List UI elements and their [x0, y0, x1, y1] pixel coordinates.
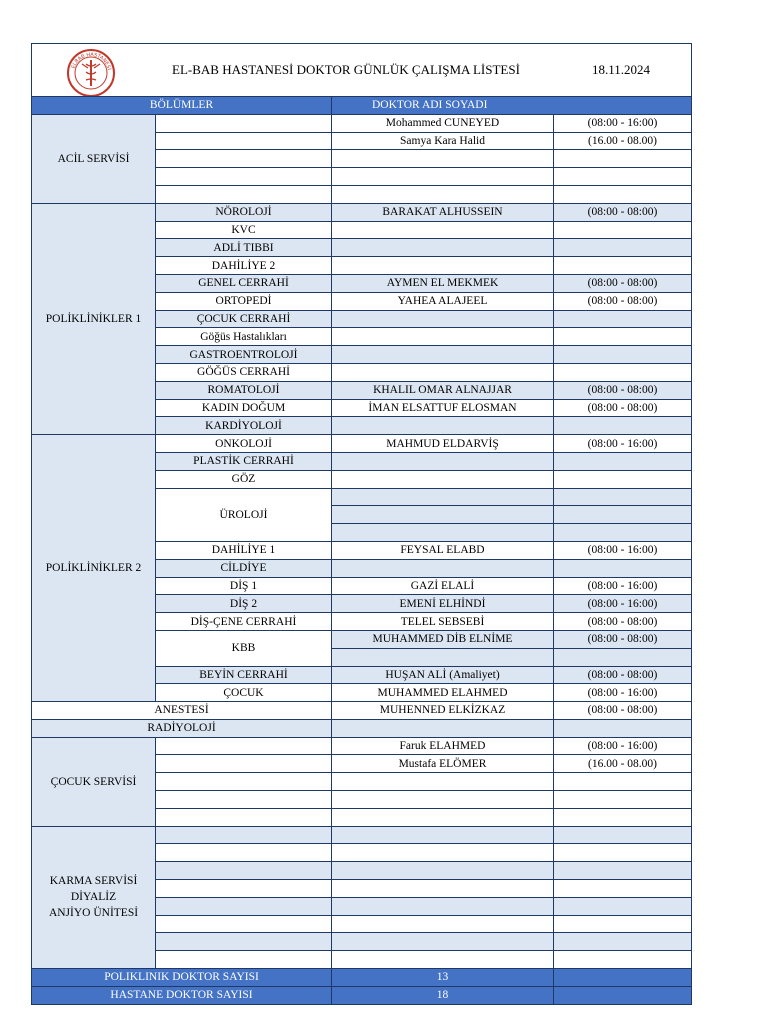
doctor-cell: Samya Kara Halid: [332, 132, 554, 150]
section-label-anestesi: ANESTESİ: [32, 702, 332, 720]
doctor-cell: [332, 773, 554, 791]
doctor-cell: YAHEA ALAJEEL: [332, 292, 554, 310]
section-label-pol1: POLİKLİNİKLER 1: [32, 203, 156, 434]
shift-cell: [554, 488, 692, 506]
unit-cell: KBB: [156, 630, 332, 666]
doctor-cell: [332, 221, 554, 239]
doctor-cell: [332, 844, 554, 862]
unit-cell: KADIN DOĞUM: [156, 399, 332, 417]
doctor-cell: KHALIL OMAR ALNAJJAR: [332, 381, 554, 399]
shift-cell: (08:00 - 08:00): [554, 292, 692, 310]
summary-empty: [554, 969, 692, 987]
doctor-cell: [332, 524, 554, 542]
table-row: [32, 114, 692, 132]
unit-cell: [156, 880, 332, 898]
document-title: EL-BAB HASTANESİ DOKTOR GÜNLÜK ÇALIŞMA LİSTESİ: [172, 62, 520, 77]
shift-cell: [554, 417, 692, 435]
unit-cell: KVC: [156, 221, 332, 239]
unit-cell: ÇOCUK CERRAHİ: [156, 310, 332, 328]
unit-cell: [156, 897, 332, 915]
shift-cell: [554, 168, 692, 186]
unit-cell: GENEL CERRAHİ: [156, 274, 332, 292]
doctor-cell: [332, 648, 554, 666]
doctor-cell: [332, 168, 554, 186]
shift-cell: (08:00 - 08:00): [554, 203, 692, 221]
shift-cell: [554, 808, 692, 826]
schedule-sheet: [31, 43, 691, 1002]
doctor-cell: BARAKAT ALHUSSEIN: [332, 203, 554, 221]
doctor-cell: [332, 826, 554, 844]
doctor-cell: HUŞAN ALİ (Amaliyet): [332, 666, 554, 684]
shift-cell: [554, 559, 692, 577]
unit-cell: ÜROLOJİ: [156, 488, 332, 541]
doctor-cell: [332, 257, 554, 275]
shift-cell: [554, 452, 692, 470]
shift-cell: [554, 328, 692, 346]
schedule-table: [31, 43, 692, 1005]
shift-cell: [554, 844, 692, 862]
table-row: [32, 203, 692, 221]
doctor-cell: GAZİ ELALİ: [332, 577, 554, 595]
title-row: [32, 44, 692, 97]
unit-cell: DAHİLİYE 1: [156, 541, 332, 559]
doctor-cell: [332, 470, 554, 488]
unit-cell: [156, 844, 332, 862]
doctor-cell: MUHAMMED ELAHMED: [332, 684, 554, 702]
section-label-pol2: POLİKLİNİKLER 2: [32, 435, 156, 702]
unit-cell: ROMATOLOJİ: [156, 381, 332, 399]
unit-cell: DAHİLİYE 2: [156, 257, 332, 275]
karma-label-line: DİYALİZ: [70, 891, 117, 904]
doctor-cell: [332, 791, 554, 809]
unit-cell: [156, 114, 332, 132]
doctor-cell: [332, 328, 554, 346]
unit-cell: ADLİ TIBBI: [156, 239, 332, 257]
unit-cell: KARDİYOLOJİ: [156, 417, 332, 435]
shift-cell: [554, 648, 692, 666]
doctor-cell: [332, 488, 554, 506]
doctor-cell: [332, 880, 554, 898]
summary-value: 13: [332, 969, 554, 987]
karma-label-line: ANJİYO ÜNİTESİ: [48, 907, 139, 920]
unit-cell: [156, 791, 332, 809]
doctor-cell: EMENİ ELHİNDİ: [332, 595, 554, 613]
unit-cell: [156, 951, 332, 969]
shift-cell: (08:00 - 16:00): [554, 595, 692, 613]
unit-cell: Göğüs Hastalıkları: [156, 328, 332, 346]
shift-cell: [554, 221, 692, 239]
table-row: [32, 702, 692, 720]
doctor-cell: FEYSAL ELABD: [332, 541, 554, 559]
table-row: [32, 719, 692, 737]
doctor-cell: [332, 808, 554, 826]
unit-cell: [156, 132, 332, 150]
doctor-cell: [332, 559, 554, 577]
doctor-cell: MAHMUD ELDARVİŞ: [332, 435, 554, 453]
unit-cell: ÇOCUK: [156, 684, 332, 702]
shift-cell: [554, 826, 692, 844]
unit-cell: NÖROLOJİ: [156, 203, 332, 221]
shift-cell: (08:00 - 08:00): [554, 666, 692, 684]
summary-label: HASTANE DOKTOR SAYISI: [32, 986, 332, 1004]
doctor-cell: [332, 862, 554, 880]
shift-cell: [554, 346, 692, 364]
doctor-cell: TELEL SEBSEBİ: [332, 613, 554, 631]
doctor-cell: İMAN ELSATTUF ELOSMAN: [332, 399, 554, 417]
shift-cell: [554, 915, 692, 933]
unit-cell: [156, 773, 332, 791]
shift-cell: [554, 933, 692, 951]
shift-cell: [554, 719, 692, 737]
doctor-cell: [332, 417, 554, 435]
doctor-cell: [332, 933, 554, 951]
unit-cell: BEYİN CERRAHİ: [156, 666, 332, 684]
unit-cell: GASTROENTROLOJİ: [156, 346, 332, 364]
shift-cell: [554, 951, 692, 969]
shift-cell: [554, 257, 692, 275]
shift-cell: (08:00 - 08:00): [554, 274, 692, 292]
doctor-cell: [332, 363, 554, 381]
section-label-acil: ACİL SERVİSİ: [32, 114, 156, 203]
summary-row: [32, 969, 692, 987]
section-label-karma: [32, 826, 156, 968]
section-label-cocuk: ÇOCUK SERVİSİ: [32, 737, 156, 826]
unit-cell: [156, 755, 332, 773]
doctor-cell: [332, 239, 554, 257]
unit-cell: DİŞ-ÇENE CERRAHİ: [156, 613, 332, 631]
unit-cell: [156, 915, 332, 933]
shift-cell: (08:00 - 08:00): [554, 613, 692, 631]
unit-cell: DİŞ 2: [156, 595, 332, 613]
table-row: [32, 435, 692, 453]
section-label-radyoloji: RADİYOLOJİ: [32, 719, 332, 737]
shift-cell: [554, 239, 692, 257]
shift-cell: [554, 862, 692, 880]
shift-cell: [554, 310, 692, 328]
summary-row: [32, 986, 692, 1004]
shift-cell: [554, 185, 692, 203]
summary-value: 18: [332, 986, 554, 1004]
shift-cell: [554, 506, 692, 524]
unit-cell: [156, 826, 332, 844]
doctor-cell: [332, 897, 554, 915]
doctor-header: DOKTOR ADI SOYADI: [332, 97, 692, 115]
doctor-cell: [332, 506, 554, 524]
shift-cell: (08:00 - 08:00): [554, 630, 692, 648]
shift-cell: (08:00 - 08:00): [554, 702, 692, 720]
departments-header: BÖLÜMLER: [32, 97, 332, 115]
shift-cell: [554, 897, 692, 915]
unit-cell: [156, 737, 332, 755]
unit-cell: ORTOPEDİ: [156, 292, 332, 310]
doctor-cell: Faruk ELAHMED: [332, 737, 554, 755]
doctor-cell: Mohammed CUNEYED: [332, 114, 554, 132]
unit-cell: GÖĞÜS CERRAHİ: [156, 363, 332, 381]
table-row: [32, 737, 692, 755]
doctor-cell: [332, 346, 554, 364]
shift-cell: (08:00 - 08:00): [554, 399, 692, 417]
unit-cell: [156, 808, 332, 826]
unit-cell: CİLDİYE: [156, 559, 332, 577]
summary-empty: [554, 986, 692, 1004]
shift-cell: (08:00 - 16:00): [554, 114, 692, 132]
doctor-cell: [332, 915, 554, 933]
shift-cell: (08:00 - 08:00): [554, 381, 692, 399]
doctor-cell: [332, 150, 554, 168]
shift-cell: (08:00 - 16:00): [554, 577, 692, 595]
shift-cell: [554, 773, 692, 791]
shift-cell: (16.00 - 08.00): [554, 755, 692, 773]
svg-text:ELBAB HASTANESİ: ELBAB HASTANESİ: [70, 51, 112, 71]
doctor-cell: AYMEN EL MEKMEK: [332, 274, 554, 292]
unit-cell: GÖZ: [156, 470, 332, 488]
unit-cell: [156, 150, 332, 168]
shift-cell: [554, 791, 692, 809]
summary-label: POLIKLINIK DOKTOR SAYISI: [32, 969, 332, 987]
shift-cell: [554, 363, 692, 381]
shift-cell: [554, 470, 692, 488]
unit-cell: ONKOLOJİ: [156, 435, 332, 453]
doctor-cell: MUHAMMED DİB ELNİME: [332, 630, 554, 648]
doctor-cell: MUHENNED ELKİZKAZ: [332, 702, 554, 720]
doctor-cell: [332, 452, 554, 470]
shift-cell: (08:00 - 16:00): [554, 541, 692, 559]
doctor-cell: [332, 719, 554, 737]
shift-cell: (08:00 - 16:00): [554, 737, 692, 755]
hospital-logo-icon: [66, 48, 116, 97]
shift-cell: (08:00 - 16:00): [554, 684, 692, 702]
shift-cell: [554, 880, 692, 898]
shift-cell: (16.00 - 08.00): [554, 132, 692, 150]
doctor-cell: Mustafa ELÖMER: [332, 755, 554, 773]
unit-cell: [156, 933, 332, 951]
unit-cell: DİŞ 1: [156, 577, 332, 595]
shift-cell: (08:00 - 16:00): [554, 435, 692, 453]
document-date: 18.11.2024: [592, 62, 651, 77]
doctor-cell: [332, 185, 554, 203]
shift-cell: [554, 150, 692, 168]
table-row: [32, 826, 692, 844]
unit-cell: [156, 185, 332, 203]
shift-cell: [554, 524, 692, 542]
doctor-cell: [332, 951, 554, 969]
karma-label-line: KARMA SERVİSİ: [49, 875, 138, 888]
unit-cell: [156, 862, 332, 880]
unit-cell: PLASTİK CERRAHİ: [156, 452, 332, 470]
unit-cell: [156, 168, 332, 186]
column-header-row: [32, 97, 692, 115]
doctor-cell: [332, 310, 554, 328]
